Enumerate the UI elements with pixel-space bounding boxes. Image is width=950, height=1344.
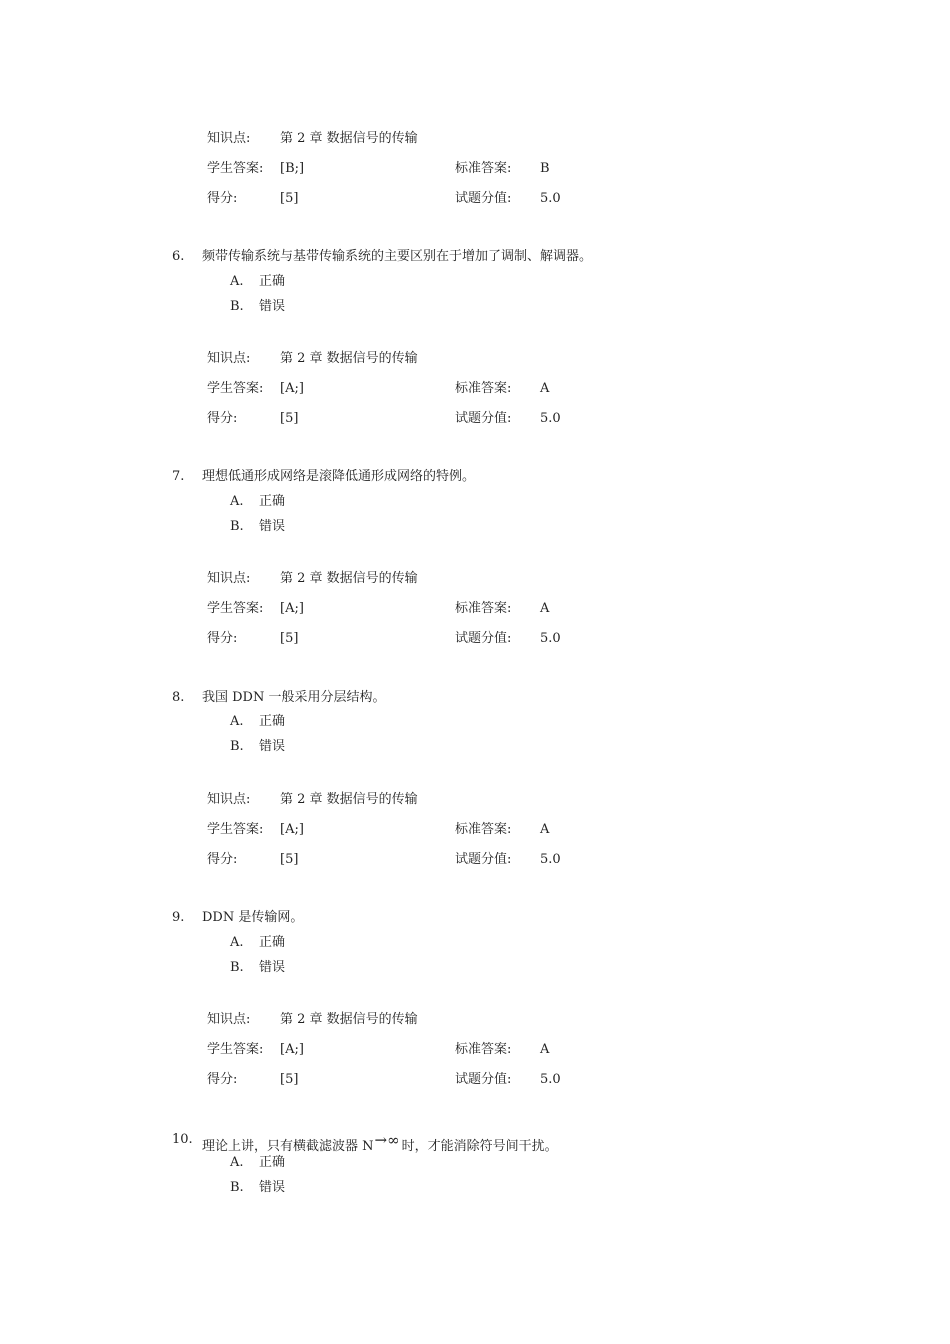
student-answer-value: [B;]	[280, 161, 305, 176]
option-b-text: 错误	[259, 519, 286, 534]
student-answer-label: 学生答案:	[207, 822, 264, 837]
standard-answer-label: 标准答案:	[455, 381, 512, 396]
standard-answer-value: A	[540, 822, 550, 837]
student-answer-label: 学生答案:	[207, 601, 264, 616]
question-value-label: 试题分值:	[455, 1072, 512, 1087]
standard-answer-value: A	[540, 1042, 550, 1057]
option-b-letter: B.	[230, 299, 244, 314]
question-9	[0, 909, 950, 989]
standard-answer-value: A	[540, 601, 550, 616]
answer-info-block	[0, 1011, 950, 1111]
question-value: 5.0	[540, 191, 561, 206]
knowledge-label: 知识点:	[207, 792, 251, 807]
question-value: 5.0	[540, 852, 561, 867]
question-6	[0, 248, 950, 328]
option-a-letter: A.	[230, 274, 244, 289]
question-7	[0, 468, 950, 548]
score-label: 得分:	[207, 411, 238, 426]
student-answer-value: [A;]	[280, 601, 304, 616]
answer-info-block	[0, 350, 950, 450]
question-10	[0, 1128, 950, 1208]
option-a-text: 正确	[259, 494, 286, 509]
question-text: 理想低通形成网络是滚降低通形成网络的特例。	[202, 469, 476, 484]
question-value: 5.0	[540, 631, 561, 646]
question-number: 8.	[172, 690, 185, 705]
question-number: 7.	[172, 469, 185, 484]
standard-answer-value: B	[540, 161, 550, 176]
option-b-letter: B.	[230, 960, 244, 975]
question-text-before: 理论上讲，只有横截滤波器 N	[202, 1139, 374, 1154]
score-value: [5]	[280, 1072, 299, 1087]
option-b-text: 错误	[259, 739, 286, 754]
option-a-letter: A.	[230, 714, 244, 729]
knowledge-value: 第 2 章 数据信号的传输	[280, 792, 418, 807]
question-text	[202, 1131, 558, 1156]
student-answer-label: 学生答案:	[207, 161, 264, 176]
knowledge-label: 知识点:	[207, 571, 251, 586]
standard-answer-label: 标准答案:	[455, 822, 512, 837]
option-b-text: 错误	[259, 299, 286, 314]
score-value: [5]	[280, 852, 299, 867]
standard-answer-label: 标准答案:	[455, 601, 512, 616]
question-value-label: 试题分值:	[455, 852, 512, 867]
question-value: 5.0	[540, 411, 561, 426]
question-value: 5.0	[540, 1072, 561, 1087]
question-text-after: 时，才能消除符号间干扰。	[401, 1139, 558, 1154]
question-value-label: 试题分值:	[455, 191, 512, 206]
score-value: [5]	[280, 631, 299, 646]
knowledge-value: 第 2 章 数据信号的传输	[280, 1012, 418, 1027]
question-number: 10.	[172, 1132, 193, 1147]
question-text: DDN 是传输网。	[202, 910, 304, 925]
student-answer-label: 学生答案:	[207, 381, 264, 396]
option-b-letter: B.	[230, 1180, 244, 1195]
option-a-text: 正确	[259, 274, 286, 289]
score-value: [5]	[280, 411, 299, 426]
option-a-text: 正确	[259, 935, 286, 950]
option-a-letter: A.	[230, 935, 244, 950]
answer-info-block	[0, 791, 950, 891]
knowledge-value: 第 2 章 数据信号的传输	[280, 131, 418, 146]
knowledge-label: 知识点:	[207, 1012, 251, 1027]
option-a-text: 正确	[259, 1155, 286, 1170]
question-text: 我国 DDN 一般采用分层结构。	[202, 690, 386, 705]
option-b-text: 错误	[259, 960, 286, 975]
option-b-text: 错误	[259, 1180, 286, 1195]
student-answer-value: [A;]	[280, 822, 304, 837]
student-answer-label: 学生答案:	[207, 1042, 264, 1057]
question-number: 6.	[172, 249, 185, 264]
score-label: 得分:	[207, 852, 238, 867]
question-number: 9.	[172, 910, 185, 925]
standard-answer-label: 标准答案:	[455, 1042, 512, 1057]
arrow-infinity-symbol: →∞	[374, 1131, 400, 1149]
score-label: 得分:	[207, 1072, 238, 1087]
question-value-label: 试题分值:	[455, 411, 512, 426]
option-a-text: 正确	[259, 714, 286, 729]
score-label: 得分:	[207, 191, 238, 206]
answer-info-block	[0, 570, 950, 670]
standard-answer-value: A	[540, 381, 550, 396]
knowledge-label: 知识点:	[207, 131, 251, 146]
question-8	[0, 689, 950, 769]
option-b-letter: B.	[230, 519, 244, 534]
student-answer-value: [A;]	[280, 381, 304, 396]
question-value-label: 试题分值:	[455, 631, 512, 646]
option-b-letter: B.	[230, 739, 244, 754]
knowledge-value: 第 2 章 数据信号的传输	[280, 571, 418, 586]
student-answer-value: [A;]	[280, 1042, 304, 1057]
standard-answer-label: 标准答案:	[455, 161, 512, 176]
option-a-letter: A.	[230, 1155, 244, 1170]
knowledge-value: 第 2 章 数据信号的传输	[280, 351, 418, 366]
score-value: [5]	[280, 191, 299, 206]
question-text: 频带传输系统与基带传输系统的主要区别在于增加了调制、解调器。	[202, 249, 593, 264]
score-label: 得分:	[207, 631, 238, 646]
knowledge-label: 知识点:	[207, 351, 251, 366]
answer-info-block	[0, 130, 950, 230]
option-a-letter: A.	[230, 494, 244, 509]
